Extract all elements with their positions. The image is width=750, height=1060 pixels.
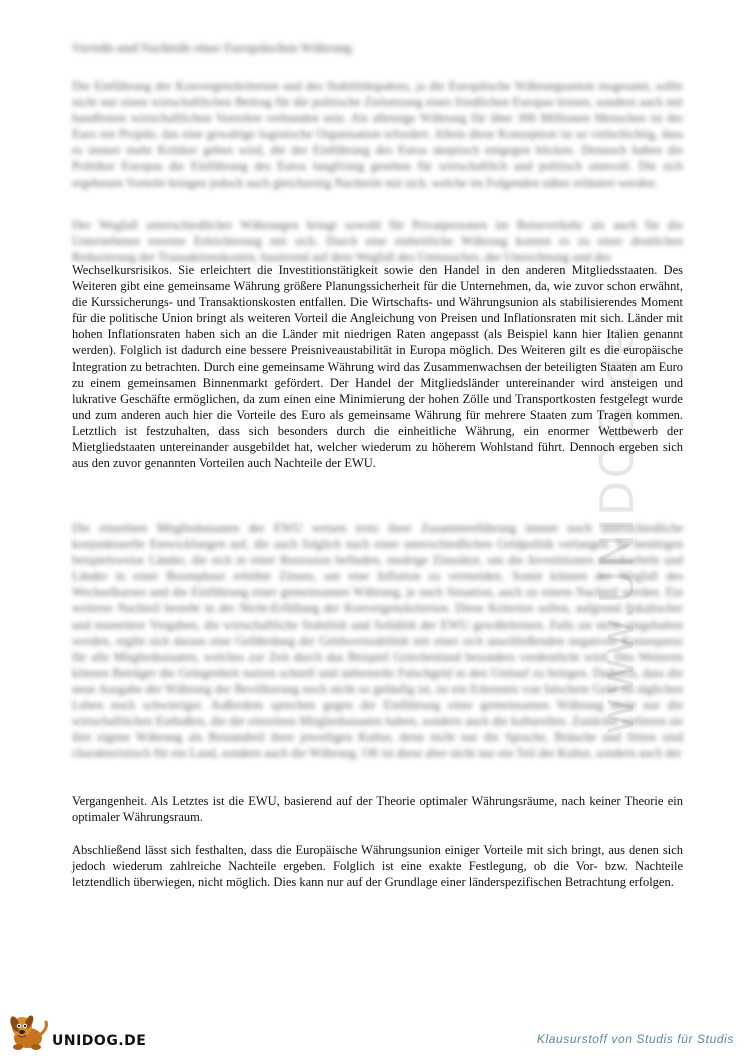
paragraph-advantages: Wechselkursrisikos. Sie erleichtert die Investitionstätigkeit sowie den Handel in den anderen Mitgliedsstaaten. Des Weiteren gibt eine gemeinsame Währung größere Planungssicherheit für die Unternehmen, da, wie zuvor schon erwähnt, die Kurssicherungs- und Transaktionskosten entfallen. Die Wirtschafts- und Währungsunion als stabilisierendes Moment für die politische Union bringt als weiteren Vorteil die Angleichung von Preisen und Inflationsraten mit sich. Länder mit hohen Inflationsraten haben sich an die Länder mit niedrigen Raten angepasst (als Beispiel kann hier Italien genannt werden). Folglich ist dadurch eine bessere Preisniveaustabilität in Europa möglich. Des Weiteren gilt es die europäische Integration zu betrachten. Durch eine gemeinsame Währung wird das Zusammenwachsen der beteiligten Staaten am Euro zu einem gemeinsamen Binnenmarkt gefördert. Der Handel der Mitgliedsländer untereinander wird ansteigen und lukrative Geschäfte ermöglichen, da zum einen eine Minimierung der hohen Zölle und Transportkosten festgelegt wurde und zum anderen auch hier die Vorteile des Euro als gemeinsame Währung für mehrere Staaten zum Tragen kommen. Letztlich ist festzuhalten, dass sich besonders durch die einheitliche Währung, ein enormer Wettbewerb der Mietgliedstaaten untereinander ausgebildet hat, welcher wiederum zu höherem Wohlstand führt. Dennoch ergeben sich aus den zuvor genannten Vorteilen auch Nachteile der EWU. <box>72 263 683 471</box>
logo-text: UNIDOG.DE <box>52 1033 147 1049</box>
unidog-logo[interactable] <box>8 1012 146 1052</box>
paragraph-disadvantages-end: Vergangenheit. Als Letztes ist die EWU, basierend auf der Theorie optimaler Währungsräume, nach keiner Theorie ein optimaler Währungsraum. <box>72 794 683 825</box>
document-title: Vorteile und Nachteile einer Europäischen Währung <box>72 41 352 55</box>
paragraph-conclusion: Abschließend lässt sich festhalten, dass die Europäische Währungsunion einiger Vorteile mit sich bringt, aus denen sich jedoch wiederum zahlreiche Nachteile ergeben. Folglich ist eine exakte Festlegung, ob die Vor- bzw. Nachteile letztendlich überwiegen, nicht möglich. Dies kann nur auf der Grundlage einer länderspezifischen Betrachtung erfolgen. <box>72 843 683 890</box>
paragraph-disadvantages-blurred: Die einzelnen Mitgliedsstaaten der EWU weisen trotz ihrer Zusammenführung immer noch unterschiedliche konjunkturelle Entwicklungen auf, die auch folglich nach einer unterschiedlichen Geldpolitik verlangen. So benötigen beispielsweise Länder, die sich in einer Rezession befinden, niedrige Zinssätze, um die Investitionen anzukurbeln und Länder in einer Boomphase erhöhte Zinsen, um eine Inflation zu vermeiden. Somit können der Wegfall des Wechselkurses und die Einführung einer gemeinsamen Währung, je nach Situation, auch zu einem Nachteil werden. Ein weiterer Nachteil besteht in der Nicht-Erfüllung der Konvergenzkriterien. Diese Kriterien sollen, aufgrund fiskalischer und monetärer Vorgaben, die wirtschaftliche Stabilität und Solidität der EWU gewährleisten. Falls sie nicht eingehalten werden, ergibt sich daraus eine Gefährdung der Geldwertstabilität mit einer sich anschließenden negativen Konsequenz für alle Mitgliedsstaaten, welches zur Zeit durch das Beispiel Griechenland besonders verdeutlicht wird. Des Weiteren können Betrüger die Gelegenheit nutzen schnell und unbemerkt Falschgeld in den Umlauf zu bringen. Dadurch, dass die neue Ausgabe der Währung der Bevölkerung noch nicht so geläufig ist, ist ein Erkennen von falschem Geld im täglichen Leben noch schwieriger. Außerdem sprechen gegen die Einführung einer gemeinsamen Währung nicht nur die wirtschaftlichen Einbußen, die die einzelnen Mitgliedsstaaten haben, sondern auch die kulturellen. Zunächst verlieren sie ihre eigene Währung als Bestandteil ihrer jeweiligen Kultur, denn nicht nur die Sprache, Bräuche und Sitten sind charakteristisch für ein Land, sondern auch die Währung. Oft ist diese aber nicht nur ein Teil der Kultur, sondern auch der <box>72 521 683 761</box>
paragraph-advantages-blurred: Der Wegfall unterschiedlicher Währungen bringt sowohl für Privatpersonen im Reiseverkehr als auch für die Unternehmen enorme Erleichterung mit sich. Durch eine einheitliche Währung kommt es zu einer deutlichen Reduzierung der Transaktionskosten, basierend auf dem Wegfall des Umtausches, der Umrechnung und des <box>72 218 683 265</box>
page-footer <box>0 1010 750 1060</box>
dog-mascot-icon <box>8 1012 50 1052</box>
watermark: www.UNIDOG.de <box>590 324 644 735</box>
footer-tagline: Klausurstoff von Studis für Studis <box>536 1032 734 1046</box>
paragraph-intro-blurred: Die Einführung der Konvergenzkriterien und des Stabilitätspaktes, ja die Europäische Währungsunion insgesamt, sollte nicht nur einen wirtschaftlichen Beitrag für die politische Zielsetzung eines friedlichen Europas leisten, sondern auch mit handfesten wirtschaftlichen Vorteilen verbunden sein. Als alleinige Währung für über 300 Millionen Menschen ist der Euro ein Projekt, das eine gewaltige logistische Organisation erfordert. Allein diese Konzeption ist so vielschichtig, dass es immer mehr Kritiker geben wird, die der Einführung des Euros skeptisch entgegen blicken. Dennoch haben die Politiker Europas die Einführung des Euros langfristig gesehen für wirtschaftlich und politisch sinnvoll. Die sich ergebenen Vorteile bringen jedoch auch gleichzeitig Nachteile mit sich, welche im Folgenden näher erläutert werden. <box>72 79 683 190</box>
